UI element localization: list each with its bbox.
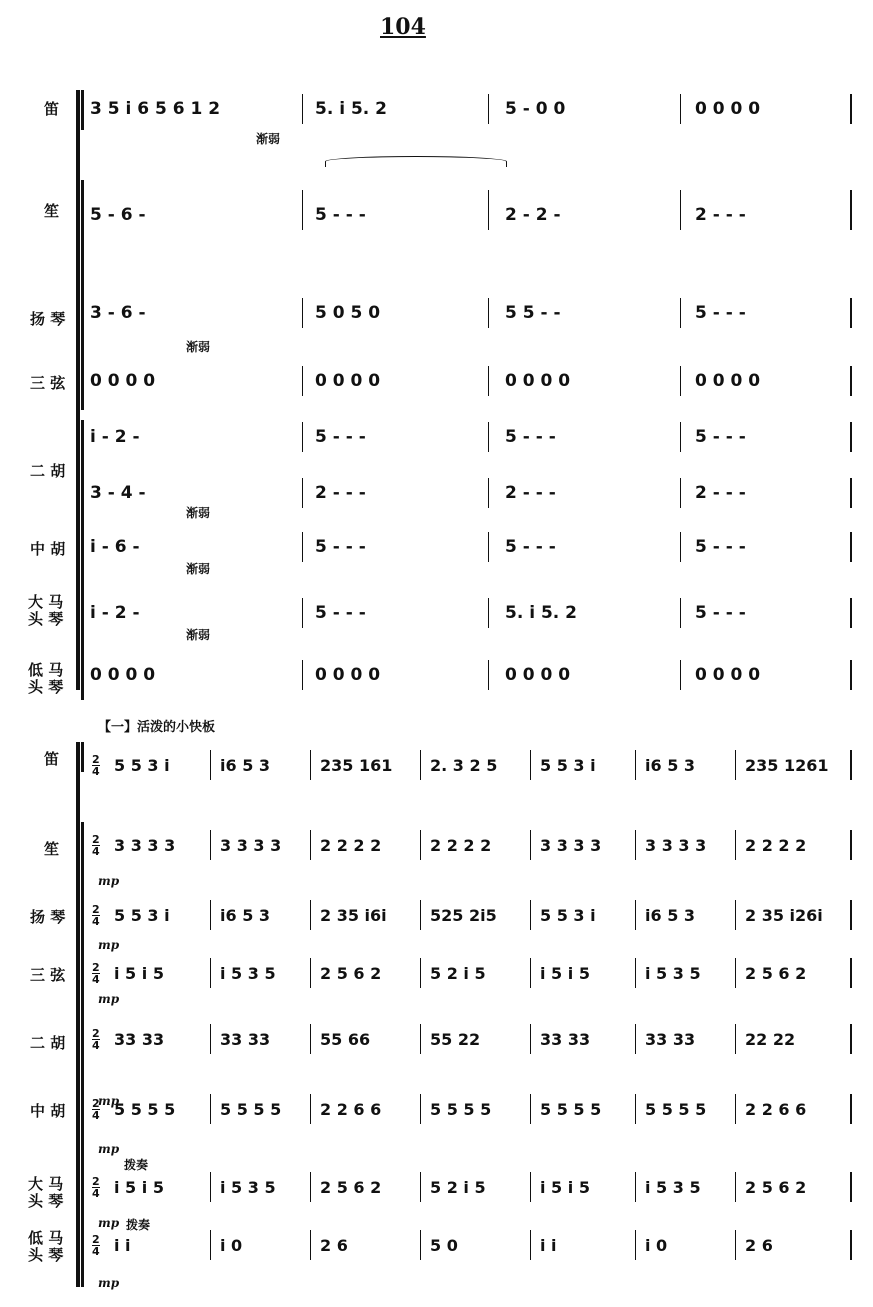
instrument-label-damatouqin: 大 马 头 琴: [28, 593, 64, 628]
instrument-label-erhu: 二 胡: [30, 1034, 66, 1052]
di-row: [90, 94, 853, 124]
dynamic-mp: mp: [98, 1276, 120, 1290]
measure: 3 5 i 6 5 6 1 2: [90, 99, 221, 119]
measure: i 5 i 5: [114, 1177, 164, 1197]
instrument-label-di: 笛: [44, 750, 60, 768]
measure: 5 - - -: [315, 205, 366, 225]
strings-bracket: [81, 420, 84, 700]
dynamic-mp: mp: [98, 1142, 120, 1156]
time-signature: 2 4: [92, 1027, 100, 1052]
measure: 2 5 6 2: [320, 963, 382, 983]
time-signature: 2 4: [92, 753, 100, 778]
measure: 2. 3 2 5: [430, 755, 498, 775]
measure: 5 0 5 0: [315, 303, 381, 323]
dim-marking: 渐弱: [186, 562, 211, 576]
damatouqin-row: [0, 1172, 873, 1202]
sheng-row: [90, 190, 853, 240]
measure: 5 5 3 i: [114, 905, 170, 925]
measure: 3 3 3 3: [220, 835, 282, 855]
measure: i 5 3 5: [645, 1177, 701, 1197]
measure: i 5 i 5: [540, 963, 590, 983]
measure: 0 0 0 0: [695, 371, 761, 391]
measure: 0 0 0 0: [505, 665, 571, 685]
measure: 55 22: [430, 1029, 481, 1049]
instrument-label-sheng: 笙: [44, 202, 60, 220]
damatouqin-row: [90, 598, 853, 628]
measure: i6 5 3: [645, 755, 696, 775]
measure: i 5 3 5: [220, 1177, 276, 1197]
yangqin-row: [90, 298, 853, 328]
measure: 5 5 - -: [505, 303, 561, 323]
tie: [325, 156, 507, 167]
measure: 2 2 6 6: [745, 1099, 807, 1119]
measure: i - 2 -: [90, 603, 140, 623]
score-system-1: [0, 80, 873, 700]
erhu-1-row: [90, 422, 853, 452]
dim-marking: 渐弱: [256, 132, 281, 146]
dynamic-mp: mp: [98, 1216, 120, 1230]
time-signature: 2 4: [92, 1233, 100, 1258]
zhonghu-row: [90, 532, 853, 562]
time-signature: 2 4: [92, 903, 100, 928]
measure: 2 2 2 2: [430, 835, 492, 855]
instrument-label-yangqin: 扬 琴: [30, 310, 66, 328]
measure: 5 - - -: [695, 303, 746, 323]
instrument-label-zhonghu: 中 胡: [30, 540, 66, 558]
dim-marking: 渐弱: [186, 340, 211, 354]
instrument-label-sanxian: 三 弦: [30, 374, 66, 392]
measure: 2 35 i6i: [320, 905, 387, 925]
instrument-label-erhu: 二 胡: [30, 462, 66, 480]
sanxian-row: [0, 958, 873, 988]
measure: 2 6: [745, 1235, 773, 1255]
score-system-2: [0, 742, 873, 1302]
measure: 5 5 5 5: [540, 1099, 602, 1119]
instrument-label-damatouqin: 大 马 头 琴: [28, 1175, 64, 1210]
measure: i 0: [220, 1235, 243, 1255]
measure: 2 5 6 2: [745, 963, 807, 983]
measure: 5 5 3 i: [540, 905, 596, 925]
instrument-label-zhonghu: 中 胡: [30, 1102, 66, 1120]
tempo-marking: 【一】活泼的小快板: [98, 720, 216, 735]
measure: 2 5 6 2: [745, 1177, 807, 1197]
instrument-label-di: 笛: [44, 100, 60, 118]
page-number: 104: [380, 14, 426, 40]
measure: 3 3 3 3: [645, 835, 707, 855]
measure: i i: [114, 1235, 131, 1255]
measure: 5 - - -: [695, 537, 746, 557]
measure: 0 0 0 0: [315, 665, 381, 685]
measure: 235 161: [320, 755, 393, 775]
measure: 33 33: [645, 1029, 696, 1049]
measure: 5 0: [430, 1235, 458, 1255]
dimatouqin-row: [90, 660, 853, 690]
sheng-row: [0, 830, 873, 860]
measure: 5. i 5. 2: [315, 99, 387, 119]
measure: 33 33: [540, 1029, 591, 1049]
measure: 0 0 0 0: [315, 371, 381, 391]
measure: i 5 3 5: [645, 963, 701, 983]
measure: i6 5 3: [220, 755, 271, 775]
sanxian-row: [90, 366, 853, 396]
measure: 2 - - -: [505, 483, 556, 503]
measure: 2 2 2 2: [320, 835, 382, 855]
measure: 5 - - -: [695, 427, 746, 447]
measure: 5 5 5 5: [645, 1099, 707, 1119]
dynamic-mp: mp: [98, 874, 120, 888]
measure: 2 - - -: [315, 483, 366, 503]
measure: 33 33: [220, 1029, 271, 1049]
dynamic-mp: mp: [98, 1094, 120, 1108]
measure: 22 22: [745, 1029, 796, 1049]
instrument-label-sheng: 笙: [44, 840, 60, 858]
winds-bracket: [81, 180, 84, 410]
measure: 2 6: [320, 1235, 348, 1255]
measure: i - 6 -: [90, 537, 140, 557]
instrument-label-yangqin: 扬 琴: [30, 908, 66, 926]
instrument-label-sanxian: 三 弦: [30, 966, 66, 984]
measure: 33 33: [114, 1029, 165, 1049]
measure: i 5 i 5: [540, 1177, 590, 1197]
measure: i 5 i 5: [114, 963, 164, 983]
measure: 5 - - -: [315, 603, 366, 623]
measure: 3 3 3 3: [114, 835, 176, 855]
measure: i6 5 3: [220, 905, 271, 925]
measure: 5 - - -: [315, 427, 366, 447]
measure: 2 5 6 2: [320, 1177, 382, 1197]
zhonghu-row: [0, 1094, 873, 1124]
measure: 55 66: [320, 1029, 371, 1049]
measure: 5 - - -: [505, 537, 556, 557]
measure: i i: [540, 1235, 557, 1255]
measure: 5 - 0 0: [505, 99, 566, 119]
dim-marking: 渐弱: [186, 628, 211, 642]
measure: 5. i 5. 2: [505, 603, 577, 623]
measure: 5 2 i 5: [430, 1177, 486, 1197]
time-signature: 2 4: [92, 961, 100, 986]
measure: 0 0 0 0: [695, 99, 761, 119]
yangqin-row: [0, 900, 873, 930]
measure: i - 2 -: [90, 427, 140, 447]
di-bracket: [81, 90, 84, 130]
measure: 5 5 5 5: [114, 1099, 176, 1119]
dynamic-mp: mp: [98, 938, 120, 952]
measure: 5 - - -: [505, 427, 556, 447]
system-brace: [76, 90, 80, 690]
measure: 0 0 0 0: [90, 665, 156, 685]
instrument-label-dimatouqin: 低 马 头 琴: [28, 661, 64, 696]
measure: 0 0 0 0: [90, 371, 156, 391]
dynamic-mp: mp: [98, 992, 120, 1006]
measure: 2 2 6 6: [320, 1099, 382, 1119]
measure: 235 1261: [745, 755, 829, 775]
measure: 525 2i5: [430, 905, 497, 925]
measure: 2 - - -: [695, 205, 746, 225]
measure: i 5 3 5: [220, 963, 276, 983]
measure: 3 3 3 3: [540, 835, 602, 855]
time-signature: 2 4: [92, 1097, 100, 1122]
pizz-marking: 拨奏: [124, 1158, 149, 1172]
dimatouqin-row: [0, 1230, 873, 1260]
erhu-row: [0, 1024, 873, 1054]
measure: i6 5 3: [645, 905, 696, 925]
measure: 3 - 4 -: [90, 483, 146, 503]
measure: 2 - 2 -: [505, 205, 561, 225]
measure: 5 5 5 5: [430, 1099, 492, 1119]
di-row: [0, 750, 873, 780]
instrument-label-dimatouqin: 低 马 头 琴: [28, 1229, 64, 1264]
system-brace: [76, 742, 80, 1287]
measure: 5 5 3 i: [114, 755, 170, 775]
pizz-marking: 拨奏: [126, 1218, 151, 1232]
measure: 2 - - -: [695, 483, 746, 503]
measure: i 0: [645, 1235, 668, 1255]
measure: 5 - 6 -: [90, 205, 146, 225]
measure: 2 35 i26i: [745, 905, 823, 925]
time-signature: 2 4: [92, 1175, 100, 1200]
measure: 3 - 6 -: [90, 303, 146, 323]
measure: 5 - - -: [315, 537, 366, 557]
measure: 5 5 3 i: [540, 755, 596, 775]
time-signature: 2 4: [92, 833, 100, 858]
measure: 5 - - -: [695, 603, 746, 623]
measure: 0 0 0 0: [505, 371, 571, 391]
measure: 5 2 i 5: [430, 963, 486, 983]
measure: 5 5 5 5: [220, 1099, 282, 1119]
measure: 2 2 2 2: [745, 835, 807, 855]
measure: 0 0 0 0: [695, 665, 761, 685]
dim-marking: 渐弱: [186, 506, 211, 520]
